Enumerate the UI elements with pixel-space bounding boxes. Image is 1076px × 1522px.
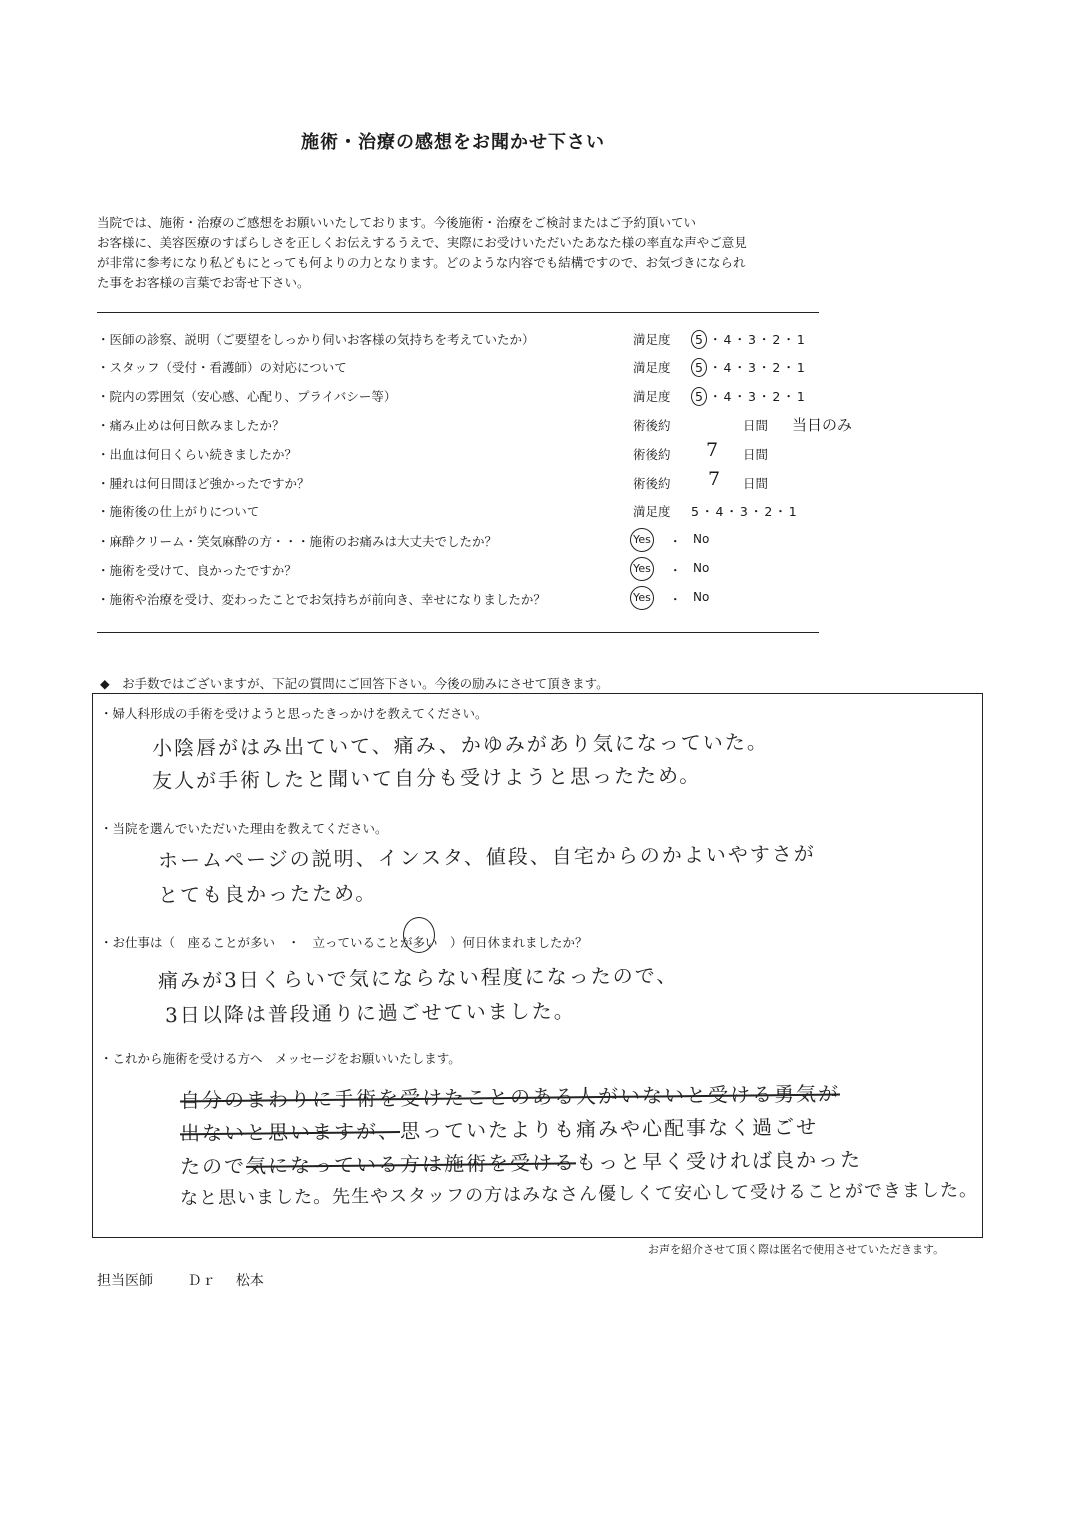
separator: ・: [669, 563, 682, 578]
question-label: ・施術後の仕上がりについて: [97, 504, 260, 519]
intro-line: た事をお客様の言葉でお寄せ下さい。: [97, 275, 310, 290]
postop-label: 術後約: [633, 476, 671, 491]
page-title: 施術・治療の感想をお聞かせ下さい: [301, 132, 605, 153]
free-question-3: ・お仕事は（ 座ることが多い ・ 立っていることが多い ）何日休まれましたか？: [100, 935, 588, 950]
handwritten-answer: 小陰唇がはみ出ていて、痛み、かゆみがあり気になっていた。: [151, 729, 769, 761]
survey-row-swelling: [97, 468, 857, 503]
separator: ・: [669, 534, 682, 549]
anonymity-note: お声を紹介させて頂く際は匿名で使用させていただきます。: [648, 1243, 945, 1256]
survey-row-positive: [97, 590, 857, 619]
section-heading: ◆ お手数ではございますが、下記の質問にご回答下さい。今後の励みにさせて頂きます。: [100, 676, 609, 691]
survey-row-finish: [97, 502, 857, 531]
question-label: ・出血は何日くらい続きましたか？: [97, 447, 298, 462]
free-question-2: ・当院を選んでいただいた理由を教えてください。: [100, 821, 388, 836]
struck-out-text: 気になっている方は施術を受ける: [245, 1150, 577, 1178]
handwritten-text: たので: [179, 1153, 247, 1179]
rating-scale[interactable]: [691, 358, 807, 377]
no-option[interactable]: No: [693, 532, 710, 546]
struck-out-text: 出ないと思いますが、: [179, 1119, 401, 1146]
days-label: 日間: [743, 476, 769, 491]
handwritten-text: もっと早く受ければ良かった: [575, 1147, 863, 1175]
intro-line: が非常に参考になり私どもにとっても何よりの力となります。どのような内容でも結構ですので、お気づきになられ: [97, 255, 746, 270]
rating-label: 満足度: [633, 389, 671, 404]
question-label: ・院内の雰囲気（安心感、心配り、プライバシー等）: [97, 389, 397, 404]
survey-row-painkiller: [97, 416, 857, 445]
rating-rest: ・4・3・2・1: [709, 360, 807, 375]
days-label: 日間: [743, 447, 769, 462]
handwritten-text: 思っていたよりも痛みや心配事なく過ごせ: [399, 1114, 819, 1144]
question-label: ・スタッフ（受付・看護師）の対応について: [97, 360, 347, 375]
handwritten-answer: 3日以降は普段通りに過ごせていました。: [164, 998, 576, 1028]
handwritten-answer: 痛みが3日くらいで気にならない程度になったので、: [157, 963, 679, 993]
intro-line: 当院では、施術・治療のご感想をお願いいたしております。今後施術・治療をご検討またはご予約頂いてい: [97, 215, 697, 230]
handwritten-answer: なと思いました。先生やスタッフの方はみなさん優しくて安心して受けることができました。: [179, 1179, 979, 1210]
rating-scale[interactable]: [691, 387, 807, 406]
postop-label: 術後約: [633, 447, 671, 462]
doctor-label: 担当医師: [97, 1273, 153, 1289]
separator: ・: [669, 592, 682, 607]
selected-option-circle: [403, 917, 435, 953]
divider: [97, 312, 819, 313]
handwritten-answer: 当日のみ: [792, 416, 853, 434]
yes-option-selected[interactable]: Yes: [630, 528, 654, 552]
question-label: ・痛み止めは何日飲みましたか？: [97, 418, 285, 433]
survey-row-atmosphere: [97, 387, 857, 416]
doctor-prefix: Ｄｒ: [187, 1273, 216, 1289]
rating-label: 満足度: [633, 332, 671, 347]
doctor-line: [97, 1270, 264, 1290]
rating-rest: ・4・3・2・1: [709, 332, 807, 347]
handwritten-answer: 7: [706, 439, 719, 461]
survey-row-anesthesia: [97, 532, 857, 561]
survey-row-doctor: [97, 330, 857, 359]
rating-label: 満足度: [633, 360, 671, 375]
survey-row-staff: [97, 358, 857, 387]
yes-option-selected[interactable]: Yes: [630, 586, 654, 610]
question-label: ・施術を受けて、良かったですか？: [97, 563, 297, 578]
no-option[interactable]: No: [693, 590, 710, 604]
intro-text: [97, 213, 827, 293]
survey-row-good: [97, 561, 857, 590]
question-label: ・腫れは何日間ほど強かったですか？: [97, 476, 310, 491]
postop-label: 術後約: [633, 418, 671, 433]
divider: [97, 632, 819, 633]
rating-scale[interactable]: 5・4・3・2・1: [691, 504, 799, 519]
selected-rating: 5: [691, 330, 707, 349]
handwritten-answer: ホームページの説明、インスタ、値段、自宅からのかよいやすさが: [157, 841, 816, 873]
rating-scale[interactable]: [691, 330, 807, 349]
doctor-name: 松本: [235, 1273, 264, 1289]
question-label: ・施術や治療を受け、変わったことでお気持ちが前向き、幸せになりましたか？: [97, 592, 546, 607]
handwritten-answer: 7: [708, 468, 721, 490]
free-question-1: ・婦人科形成の手術を受けようと思ったきっかけを教えてください。: [100, 706, 488, 721]
handwritten-answer: 友人が手術したと聞いて自分も受けようと思ったため。: [151, 763, 702, 793]
struck-out-text: 自分のまわりに手術を受けたことのある人がいないと受ける勇気が: [179, 1081, 841, 1113]
intro-line: お客様に、美容医療のすばらしさを正しくお伝えするうえで、実際にお受けいただいたあなた様の率直な声やご意見: [97, 235, 747, 250]
selected-rating: 5: [691, 387, 707, 406]
rating-label: 満足度: [633, 504, 671, 519]
question-label: ・医師の診察、説明（ご要望をしっかり伺いお客様の気持ちを考えていたか）: [97, 332, 535, 347]
free-question-4: ・これから施術を受ける方へ メッセージをお願いいたします。: [100, 1051, 461, 1066]
selected-rating: 5: [691, 358, 707, 377]
yes-option-selected[interactable]: Yes: [630, 557, 654, 581]
no-option[interactable]: No: [693, 561, 710, 575]
question-label: ・麻酔クリーム・笑気麻酔の方・・・施術のお痛みは大丈夫でしたか？: [97, 534, 498, 549]
survey-row-bleeding: [97, 439, 857, 474]
days-label: 日間: [743, 418, 769, 433]
rating-rest: ・4・3・2・1: [709, 389, 807, 404]
handwritten-answer: とても良かったため。: [157, 880, 378, 908]
